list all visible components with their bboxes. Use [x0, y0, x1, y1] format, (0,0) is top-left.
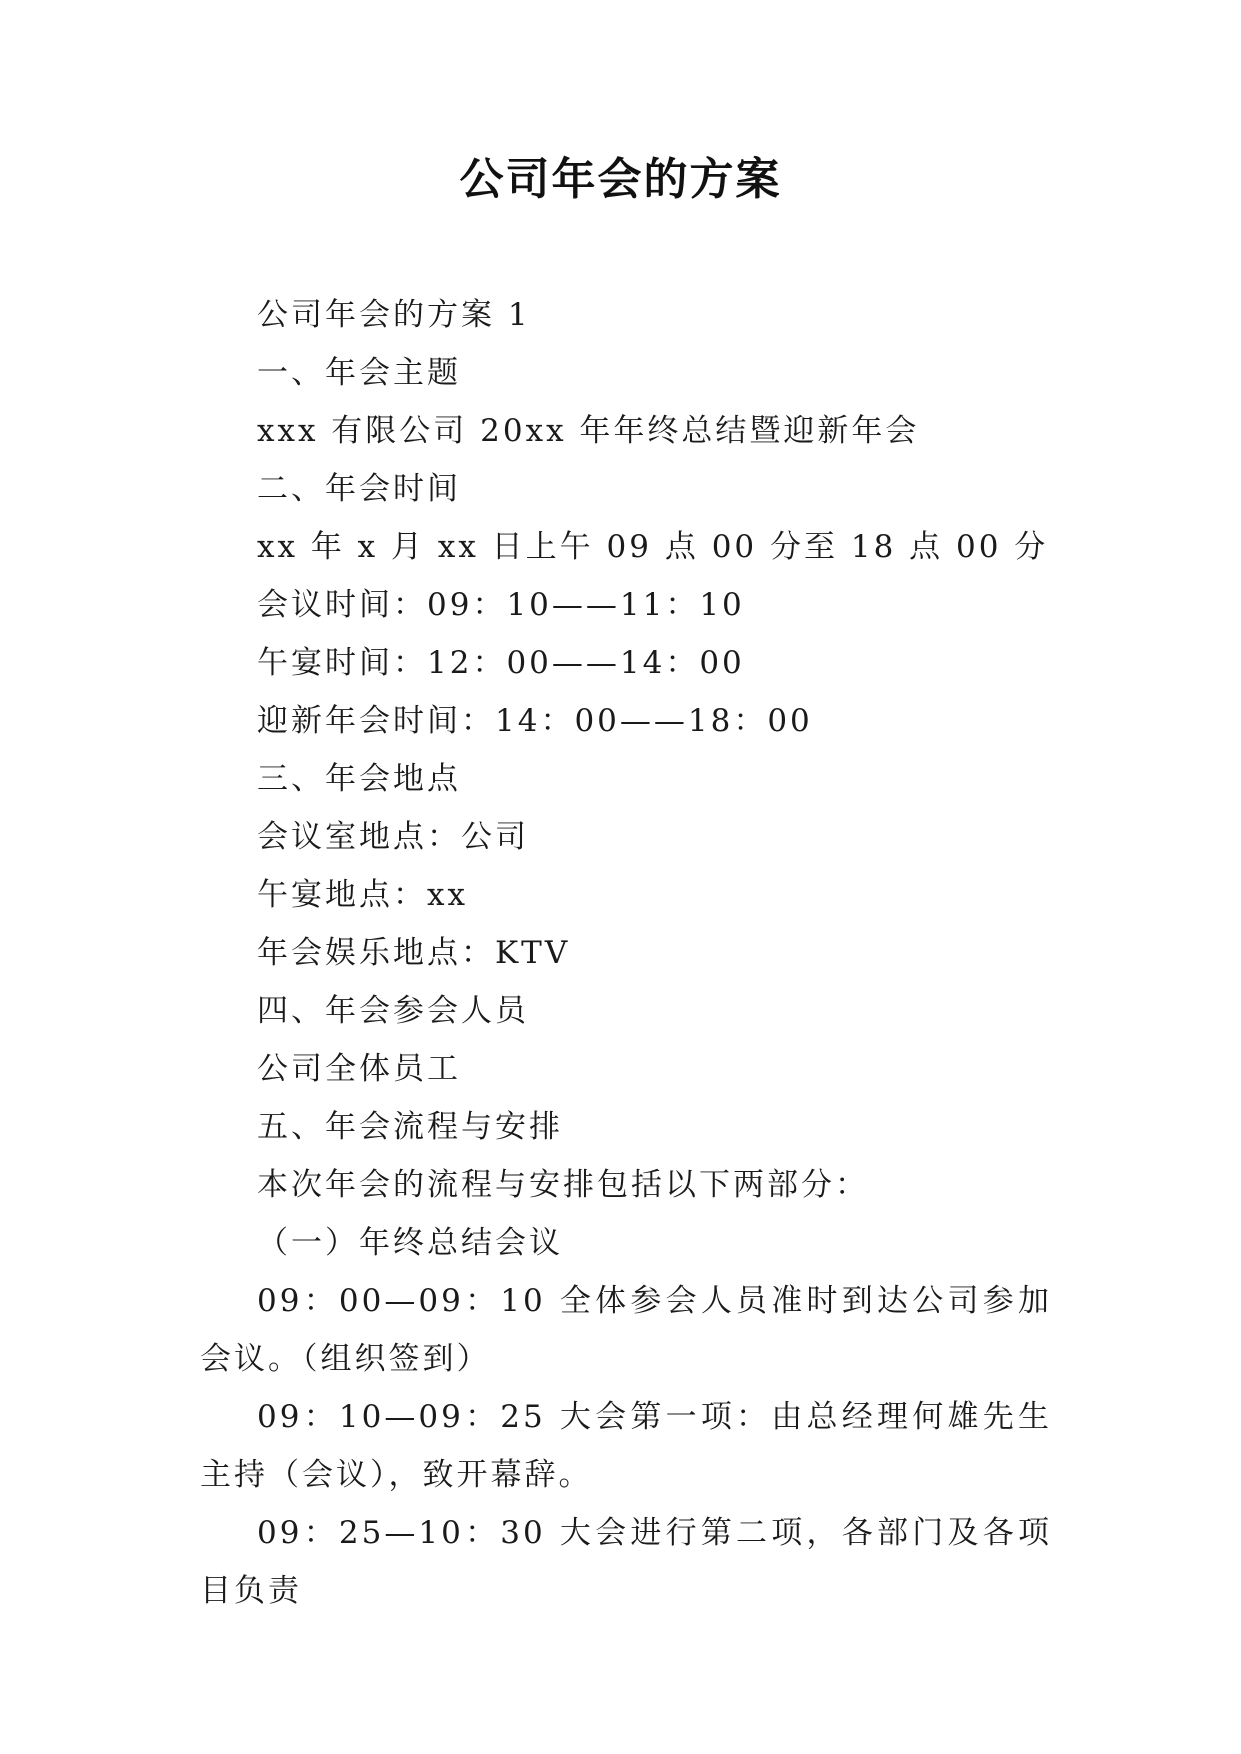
section-heading: 一、年会主题 [257, 355, 461, 391]
text-line: xxx 有限公司 20xx 年年终总结暨迎新年会 [257, 413, 920, 449]
text-line: 公司年会的方案 1 [257, 297, 531, 333]
text-line: 午宴地点：xx [257, 877, 468, 913]
text-line: xx 年 x 月 xx 日上午 09 点 00 分至 18 点 00 分 [257, 529, 1049, 565]
text-line: 本次年会的流程与安排包括以下两部分： [257, 1167, 869, 1203]
text-line: 公司全体员工 [257, 1051, 461, 1087]
section-heading: 三、年会地点 [257, 761, 461, 797]
text-line: 会议室地点：公司 [257, 819, 529, 855]
document-body [200, 286, 1052, 1620]
section-heading: 二、年会时间 [257, 471, 461, 507]
agenda-paragraph: 09：00—09：10 全体参会人员准时到达公司参加会议。（组织签到） [200, 1283, 1052, 1377]
text-line: 年会娱乐地点：KTV [257, 935, 571, 971]
agenda-paragraph: 09：25—10：30 大会进行第二项，各部门及各项目负责 [200, 1515, 1052, 1609]
section-heading: 四、年会参会人员 [257, 993, 529, 1029]
agenda-paragraph: 09：10—09：25 大会第一项：由总经理何雄先生主持（会议），致开幕辞。 [200, 1399, 1052, 1493]
section-heading: 五、年会流程与安排 [257, 1109, 563, 1145]
subsection-heading: （一）年终总结会议 [257, 1225, 563, 1261]
text-line: 迎新年会时间：14：00——18：00 [257, 703, 813, 739]
document-title: 公司年会的方案 [459, 154, 782, 205]
text-line: 会议时间：09：10——11：10 [257, 587, 745, 623]
text-line: 午宴时间：12：00——14：00 [257, 645, 745, 681]
